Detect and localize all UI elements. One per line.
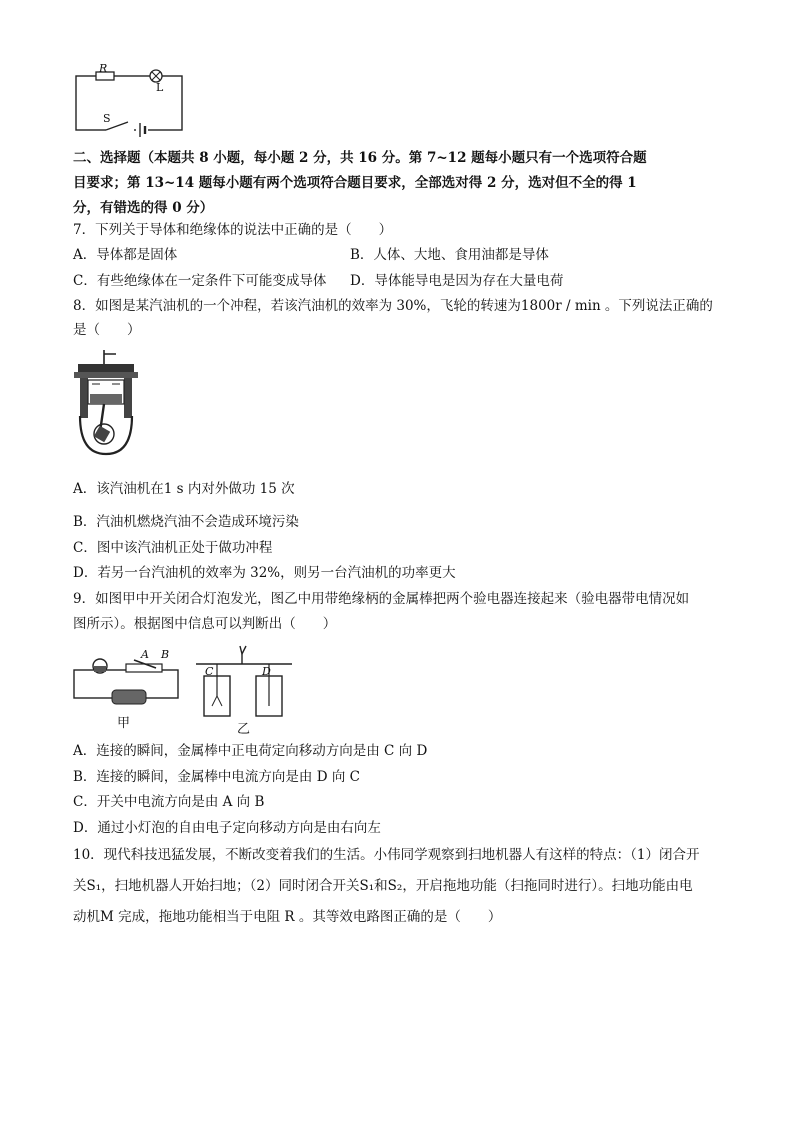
section2-line1: 二、选择题（本题共 8 小题，每小题 2 分，共 16 分。第 7~12 题每小题只有一个选项符合题 xyxy=(73,150,647,166)
q8-option-b: B．汽油机燃烧汽油不会造成环境污染 xyxy=(73,514,299,530)
engine-figure xyxy=(70,350,140,458)
label-B: B xyxy=(161,648,170,661)
section2-line2: 目要求；第 13~14 题每小题有两个选项符合题目要求，全部选对得 2 分，选对但不全的得 1 xyxy=(73,175,637,191)
q7-option-d: D．导体能导电是因为存在大量电荷 xyxy=(350,273,564,289)
battery-box xyxy=(112,690,146,704)
label-L: L xyxy=(156,81,164,94)
q10-line1: 10．现代科技迅猛发展，不断改变着我们的生活。小伟同学观察到扫地机器人有这样的特点：（1）闭合开 xyxy=(73,847,700,863)
q7-option-c: C．有些绝缘体在一定条件下可能变成导体 xyxy=(73,273,327,289)
q10-line3: 动机M 完成，拖地功能相当于电阻 R 。其等效电路图正确的是（ ） xyxy=(73,909,502,925)
q9-option-d: D．通过小灯泡的自由电子定向移动方向是由右向左 xyxy=(73,820,381,836)
q8-option-d: D．若另一台汽油机的效率为 32%，则另一台汽油机的功率更大 xyxy=(73,565,456,581)
q7-option-a: A．导体都是固体 xyxy=(73,247,178,263)
figure-yi-caption: 乙 xyxy=(237,722,251,737)
q7-option-b: B．人体、大地、食用油都是导体 xyxy=(350,247,549,263)
figure-jia-caption: 甲 xyxy=(117,716,131,731)
section2-line3: 分，有错选的得 0 分） xyxy=(73,200,214,216)
label-D: D xyxy=(262,665,271,678)
q7-stem: 7．下列关于导体和绝缘体的说法中正确的是（ ） xyxy=(73,222,393,238)
q9-option-b: B．连接的瞬间，金属棒中电流方向是由 D 向 C xyxy=(73,769,360,785)
q10-line2: 关S₁，扫地机器人开始扫地；（2）同时闭合开关S₁和S₂，开启拖地功能（扫拖同时进行）。扫地功能由电 xyxy=(73,878,693,894)
figure-yi-electroscopes xyxy=(196,646,292,718)
q8-option-a: A．该汽油机在1 s 内对外做功 15 次 xyxy=(73,481,295,497)
q9-stem-line2: 图所示）。根据图中信息可以判断出（ ） xyxy=(73,616,337,632)
q8-option-c: C．图中该汽油机正处于做功冲程 xyxy=(73,540,273,556)
q8-stem-line2: 是（ ） xyxy=(73,322,141,338)
label-S: S xyxy=(103,112,111,125)
label-C: C xyxy=(205,665,214,678)
top-circuit-figure xyxy=(70,62,190,134)
q9-option-a: A．连接的瞬间，金属棒中正电荷定向移动方向是由 C 向 D xyxy=(73,743,428,759)
q9-option-c: C．开关中电流方向是由 A 向 B xyxy=(73,794,265,810)
q9-stem-line1: 9．如图甲中开关闭合灯泡发光，图乙中用带绝缘柄的金属棒把两个验电器连接起来（验电器带电情况如 xyxy=(73,591,690,607)
label-R: R xyxy=(99,62,108,75)
label-A: A xyxy=(141,648,149,661)
q8-stem-line1: 8．如图是某汽油机的一个冲程，若该汽油机的效率为 30%，飞轮的转速为1800r / min 。下列说法正确的 xyxy=(73,298,713,314)
